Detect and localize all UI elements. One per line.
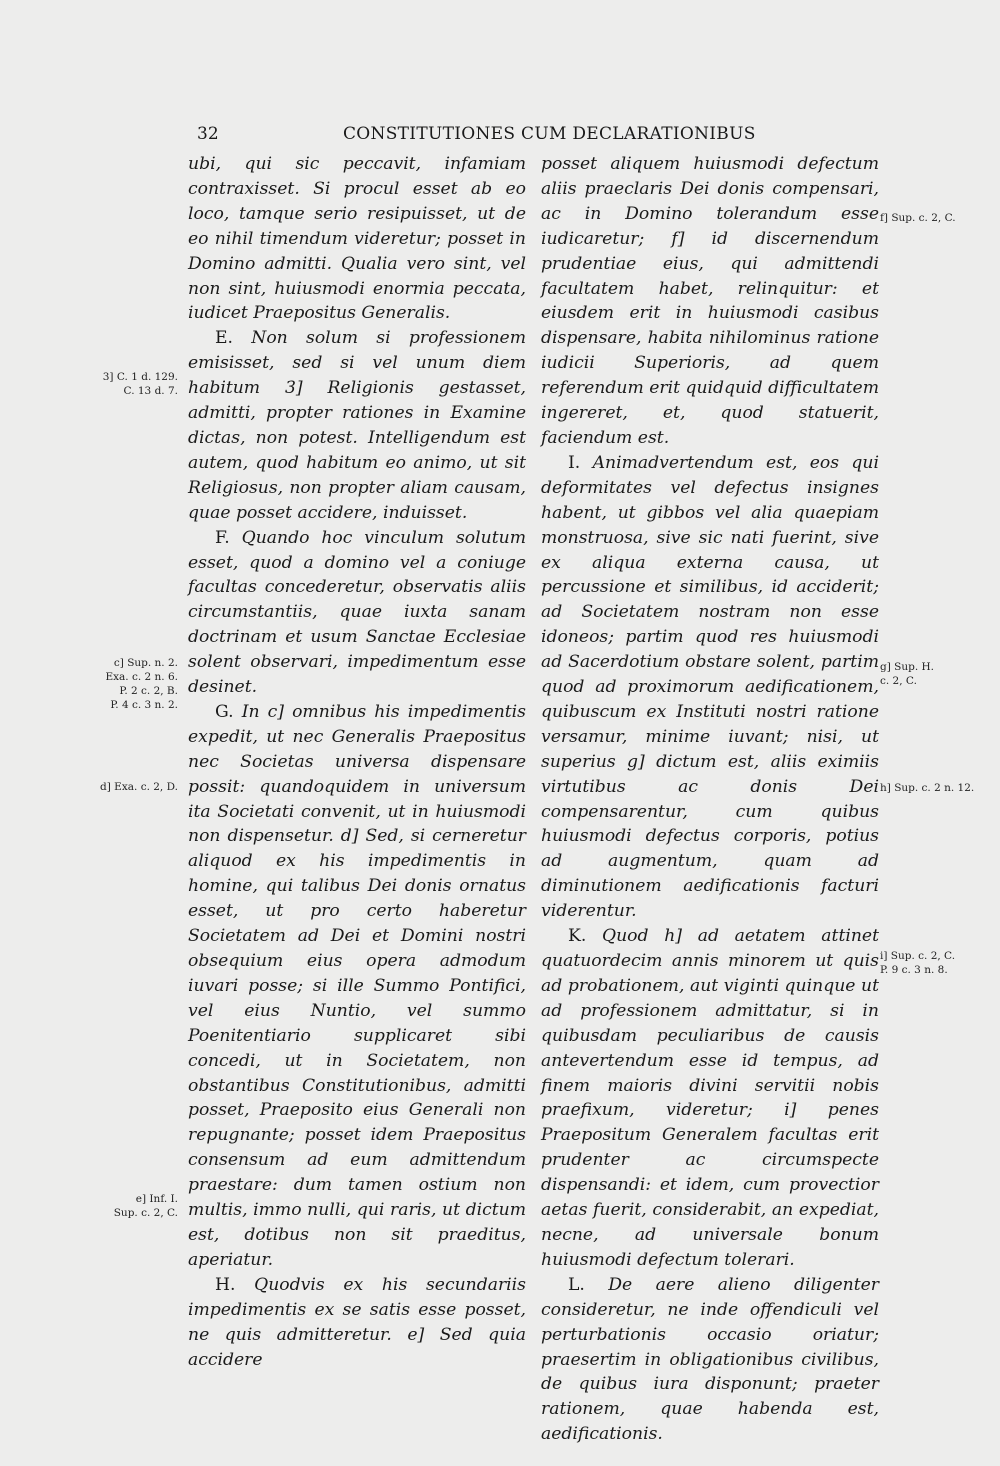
paragraph-letter: F. <box>215 527 230 548</box>
paragraph-g: G. In c] omnibus his impedimentis expedit, ut nec Generalis Praepositus nec Societas universa dispensare possit: quandoquidem in universum ita Societati convenit, ut in huiusmodi non dispensetur. d] Sed, si cerneretur aliquod ex his impedimentis in homine, qui talibus Dei donis ornatus esset, ut pro certo haberetur Societatem ad Dei et Domini nostri obsequium eius opera admodum iuvari posse; si ille Summo Pontifici, vel eius Nuntio, vel summo Poenitentiario supplicaret sibi concedi, ut in Societatem, non obstantibus Constitutionibus, admitti posset, Praeposito eius Generali non repugnante; posset idem Praepositus consensum ad eum admittendum praestare: dum tamen ostium non multis, immo nulli, qui raris, ut dictum est, dotibus non sit praeditus, aperiatur. <box>188 701 526 1270</box>
paragraph-letter: L. <box>568 1274 585 1295</box>
paragraph-letter: H. <box>215 1274 236 1295</box>
paragraph-i: I. Animadvertendum est, eos qui deformitates vel defectus insignes habent, ut gibbos vel alia quaepiam monstruosa, sive sic nati fuerint, sive ex aliqua externa causa, ut percussione et similibus, id acciderit; ad Societatem nostram non esse idoneos; partim quod res huiusmodi ad Sacerdotium obstare solent, partim quod ad proximorum aedificationem, quibuscum ex Instituti nostri ratione versamur, minime iuvant; nisi, ut superius g] dictum est, aliis eximiis virtutibus ac donis Dei compensarentur, cum quibus huiusmodi defectus corporis, potius ad augmentum, quam ad diminutionem aedificationis facturi viderentur. <box>541 452 879 922</box>
margin-note-e: e] Inf. I. Sup. c. 2, C. <box>113 1193 178 1219</box>
margin-note-i: i] Sup. c. 2, C. P. 9 c. 3 n. 8. <box>880 950 956 976</box>
paragraph-letter: I. <box>568 452 581 473</box>
paragraph-letter: K. <box>568 926 587 947</box>
paragraph-continuation: posset aliquem huiusmodi defectum aliis praeclaris Dei donis compensari, ac in Domino tolerandum esse iudicaretur; f] id discernendum prudentiae eius, qui admittendi facultatem habet, relinquitur: et eiusdem erit in huiusmodi casibus dispensare, habita nihilominus ratione iudicii Superioris, ad quem referendum erit quidquid difficultatem ingereret, et, quod statuerit, faciendum est. <box>541 154 879 448</box>
margin-note-3: 3] C. 1 d. 129. C. 13 d. 7. <box>102 371 178 397</box>
paragraph-letter: G. <box>215 701 234 722</box>
margin-note-d: d] Exa. c. 2, D. <box>100 781 178 793</box>
paragraph-k: K. Quod h] ad aetatem attinet quatuordecim annis minorem ut quis ad probationem, aut viginti quinque ut ad professionem admittatur, si in quibusdam peculiaribus de causis antevertendum esse id tempus, ad finem maioris divini servitii nobis praefixum, videretur; i] penes Praepositum Generalem facultas erit prudenter ac circumspecte dispensandi: et idem, cum provectior aetas fuerit, considerabit, an expediat, necne, ad universale bonum huiusmodi defectum tolerari. <box>541 926 879 1270</box>
margin-note-c: c] Sup. n. 2. Exa. c. 2 n. 6. P. 2 c. 2, B. P. 4 c. 3 n. 2. <box>105 657 178 711</box>
margin-note-g: g] Sup. H. c. 2, C. <box>880 661 935 687</box>
paragraph-e: E. Non solum si professionem emisisset, sed si vel unum diem habitum 3] Religionis gestasset, admitti, propter rationes in Examine dictas, non potest. Intelligendum est autem, quod habitum eo animo, ut sit Religiosus, non propter aliam causam, quae posset accidere, induisset. <box>188 328 526 523</box>
paragraph-h: H. Quodvis ex his secundariis impedimentis ex se satis esse posset, ne quis admitteretur. e] Sed quia accidere <box>188 1274 527 1370</box>
page-number: 32 <box>197 124 219 144</box>
paragraph-f: F. Quando hoc vinculum solutum esset, quod a domino vel a coniuge facultas concederetur, observatis aliis circumstantiis, quae iuxta sanam doctrinam et usum Sanctae Ecclesiae solent observari, impedimentum esse desinet. <box>188 527 526 698</box>
right-column <box>541 152 879 1447</box>
margin-note-h: h] Sup. c. 2 n. 12. <box>880 782 975 794</box>
paragraph-letter: E. <box>215 328 234 349</box>
paragraph-l: L. De aere alieno diligenter consideretur, ne inde offendiculi vel perturbationis occasio oriatur; praesertim in obligationibus civilibus, de quibus iura disponunt; praeter rationem, quae habenda est, aedificationis. <box>541 1274 879 1445</box>
paragraph-continuation: ubi, qui sic peccavit, infamiam contraxisset. Si procul esset ab eo loco, tamque serio resipuisset, ut de eo nihil timendum videretur; posset in Domino admitti. Qualia vero sint, vel non sint, huiusmodi enormia peccata, iudicet Praepositus Generalis. <box>188 154 526 324</box>
running-title: CONSTITUTIONES CUM DECLARATIONIBUS <box>343 124 756 144</box>
margin-note-f: f] Sup. c. 2, C. <box>880 212 956 224</box>
left-column <box>188 152 526 1372</box>
